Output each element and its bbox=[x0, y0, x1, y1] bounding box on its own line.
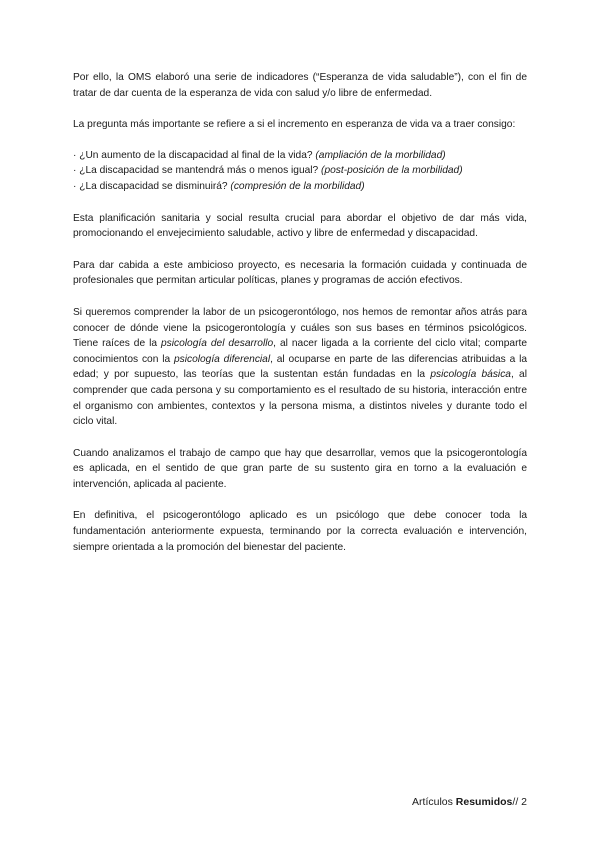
page-footer: Artículos Resumidos// 2 bbox=[412, 796, 527, 808]
list-item: · ¿Un aumento de la discapacidad al final de la vida? (ampliación de la morbilidad) bbox=[73, 149, 446, 161]
paragraph-psychogerontology-roots: Si queremos comprender la labor de un psicogerontólogo, nos hemos de remontar años atrás para conocer de dónde viene la psicogerontología y cuáles son sus bases en términos psicológicos. Tiene raíces de la psicología del desarrollo, al nacer ligada a la corriente del ciclo vital; comparte conocimientos con la psicología diferencial, al ocuparse en parte de las diferencias atribuidas a la edad; y por supuesto, las teorías que la sustentan están fundadas en la psicología básica, al comprender que cada persona y su comportamiento es el resultado de su historia, interacción entre el organismo con ambientes, contextos y la persona misma, a distintos niveles y durante todo el ciclo vital. bbox=[73, 306, 527, 428]
list-item: · ¿La discapacidad se disminuirá? (compresión de la morbilidad) bbox=[73, 180, 365, 192]
document-body bbox=[73, 70, 527, 571]
paragraph-question: La pregunta más importante se refiere a si el incremento en esperanza de vida va a traer consigo: bbox=[73, 119, 516, 131]
paragraph-conclusion: En definitiva, el psicogerontólogo aplicado es un psicólogo que debe conocer toda la fundamentación anteriormente expuesta, terminando por la correcta evaluación e intervención, siempre orientada a la promoción del bienestar del paciente. bbox=[73, 510, 527, 553]
paragraph-training: Para dar cabida a este ambicioso proyecto, es necesaria la formación cuidada y continuada de profesionales que permitan articular políticas, planes y programas de acción efectivos. bbox=[73, 259, 527, 287]
morbidity-question-list bbox=[73, 148, 527, 195]
paragraph-planning: Esta planificación sanitaria y social resulta crucial para abordar el objetivo de dar más vida, promocionando el envejecimiento saludable, activo y libre de enfermedad y discapacidad. bbox=[73, 212, 527, 240]
paragraph-fieldwork: Cuando analizamos el trabajo de campo que hay que desarrollar, vemos que la psicogerontología es aplicada, en el sentido de que gran parte de su sustento gira en torno a la evaluación e intervención, aplicada al paciente. bbox=[73, 447, 527, 490]
paragraph-oms-indicators: Por ello, la OMS elaboró una serie de indicadores (“Esperanza de vida saludable”), con el fin de tratar de dar cuenta de la esperanza de vida con salud y/o libre de enfermedad. bbox=[73, 72, 527, 99]
list-item: · ¿La discapacidad se mantendrá más o menos igual? (post-posición de la morbilidad) bbox=[73, 165, 463, 177]
